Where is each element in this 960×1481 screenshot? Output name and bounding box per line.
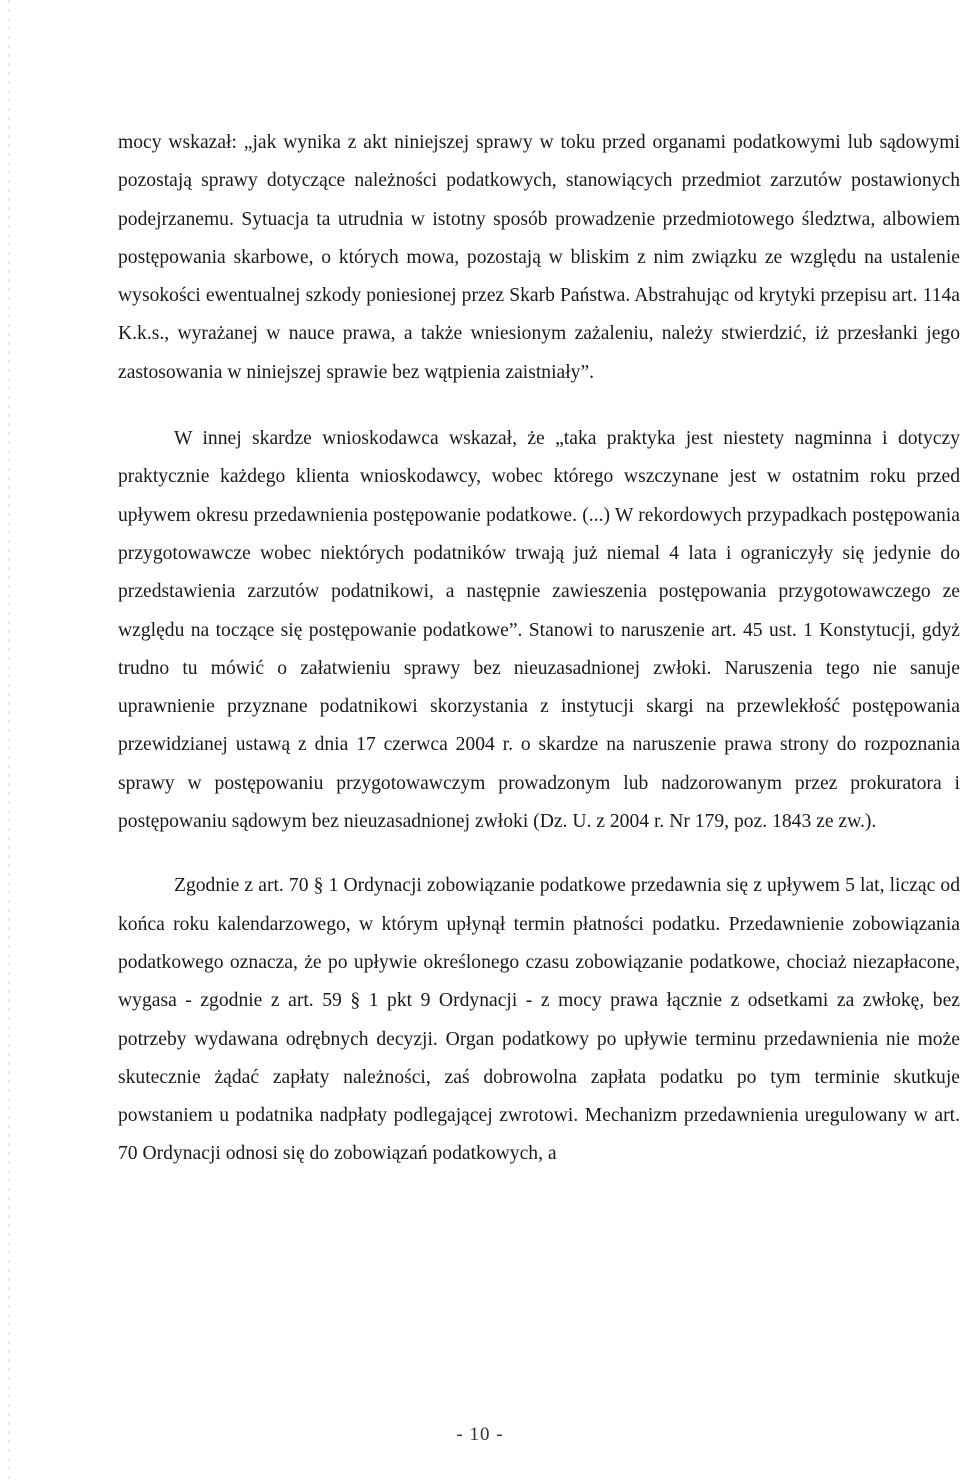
paragraph-quote-continuation: mocy wskazał: „jak wynika z akt niniejszej sprawy w toku przed organami podatkowymi lub sądowymi pozostają sprawy dotyczące należności podatkowych, stanowiących przedmiot zarzutów postawionych podejrzanemu. Sytuacja ta utrudnia w istotny sposób prowadzenie przedmiotowego śledztwa, albowiem postępowania skarbowe, o których mowa, pozostają w bliskim z nim związku ze względu na ustalenie wysokości ewentualnej szkody poniesionej przez Skarb Państwa. Abstrahując od krytyki przepisu art. 114a K.k.s., wyrażanej w nauce prawa, a także wniesionym zażaleniu, należy stwierdzić, iż przesłanki jego zastosowania w niniejszej sprawie bez wątpienia zaistniały”. bbox=[118, 132, 960, 383]
page-number: - 10 - bbox=[456, 1424, 504, 1445]
document-body bbox=[118, 124, 960, 1174]
paragraph-complaint: W innej skardze wnioskodawca wskazał, że „taka praktyka jest niestety nagminna i dotyczy praktycznie każdego klienta wnioskodawcy, wobec którego wszczynane jest w ostatnim roku przed upływem okresu przedawnienia postępowanie podatkowe. (...) W rekordowych przypadkach postępowania przygotowawcze wobec niektórych podatników trwają już niemal 4 lata i ograniczyły się jedynie do przedstawienia zarzutów podatnikowi, a następnie zawieszenia postępowania przygotowawczego ze względu na toczące się postępowanie podatkowe”. Stanowi to naruszenie art. 45 ust. 1 Konstytucji, gdyż trudno tu mówić o załatwieniu sprawy bez nieuzasadnionej zwłoki. Naruszenia tego nie sanuje uprawnienie przyznane podatnikowi skorzystania z instytucji skargi na przewlekłość postępowania przewidzianej ustawą z dnia 17 czerwca 2004 r. o skardze na naruszenie prawa strony do rozpoznania sprawy w postępowaniu przygotowawczym prowadzonym lub nadzorowanym przez prokuratora i postępowaniu sądowym bez nieuzasadnionej zwłoki (Dz. U. z 2004 r. Nr 179, poz. 1843 ze zw.). bbox=[118, 428, 960, 833]
paragraph-limitation: Zgodnie z art. 70 § 1 Ordynacji zobowiązanie podatkowe przedawnia się z upływem 5 lat, licząc od końca roku kalendarzowego, w którym upłynął termin płatności podatku. Przedawnienie zobowiązania podatkowego oznacza, że po upływie określonego czasu zobowiązanie podatkowe, chociaż niezapłacone, wygasa - zgodnie z art. 59 § 1 pkt 9 Ordynacji - z mocy prawa łącznie z odsetkami za zwłokę, bez potrzeby wydawana odrębnych decyzji. Organ podatkowy po upływie terminu przedawnienia nie może skutecznie żądać zapłaty należności, zaś dobrowolna zapłata podatku po tym terminie skutkuje powstaniem u podatnika nadpłaty podlegającej zwrotowi. Mechanizm przedawnienia uregulowany w art. 70 Ordynacji odnosi się do zobowiązań podatkowych, a bbox=[118, 875, 960, 1165]
scan-edge-artifact bbox=[8, 0, 10, 1481]
